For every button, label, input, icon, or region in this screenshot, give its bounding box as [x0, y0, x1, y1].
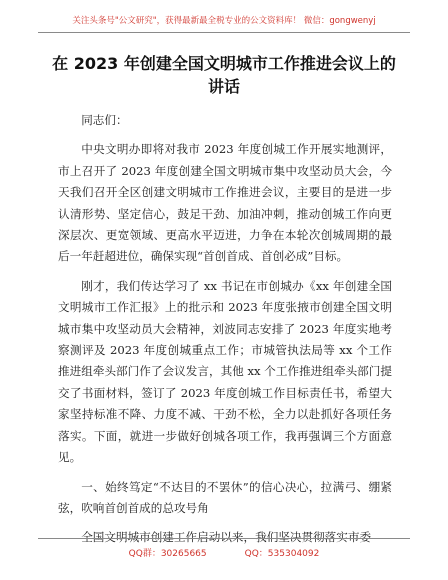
document-title [36, 52, 412, 98]
footer-contact [0, 546, 448, 559]
paragraph-2: 刚才，我们传达学习了 xx 书记在市创城办《xx 年创建全国文明城市工作汇报》上的批示和 2023 年度张掖市创建全国文明城市集中攻坚动员大会精神，刘波同志安排了 2023 年度实地考察测评及 2023 年度创城重点工作；市城管执法局等 xx 个工作推进组牵头部门作了会议发言，其他 xx 个工作推进组牵头部门提交了书面材料，签订了 2023 年度创城工作目标责任书，希望大家坚持标准不降、力度不减、干劲不松，全力以赴抓好各项任务落实。下面，就进一步做好创城各项工作，我再强调三个方面意见。 [58, 278, 392, 465]
paragraph-1: 中央文明办即将对我市 2023 年度创城工作开展实地测评，市上召开了 2023 年度创建全国文明城市集中攻坚动员大会，今天我们召开全区创建文明城市工作推进会议，主要目的是进一步认清形势、坚定信心，鼓足干劲、加油冲刺，推动创城工作向更深层次、更宽领域、更高水平迈进，力争在本轮次创城周期的最后一年赶超进位，确保实现“首创首成、首创必成”目标。 [58, 142, 392, 264]
title-line-1: 在 2023 年创建全国文明城市工作推进会议上的 [52, 54, 396, 73]
footer-qq: QQ：535304092 [244, 549, 320, 559]
footer-divider [38, 538, 410, 539]
document-body [58, 110, 392, 549]
header-divider [38, 32, 410, 33]
paragraph-3: 全国文明城市创建工作启动以来，我们坚决贯彻落实市委 [81, 530, 372, 545]
title-line-2: 讲话 [207, 77, 240, 96]
salutation: 同志们： [81, 113, 128, 127]
footer-qq-group: QQ群：30265665 [128, 549, 207, 559]
section-heading-1: 一、始终笃定“不达目的不罢休”的信心决心，拉满弓、绷紧弦，吹响首创首成的总攻号角 [58, 479, 392, 515]
header-notice: 关注头条号"公文研究"，获得最新最全税专业的公文资料库！ 微信：gongwenyj [72, 16, 376, 26]
